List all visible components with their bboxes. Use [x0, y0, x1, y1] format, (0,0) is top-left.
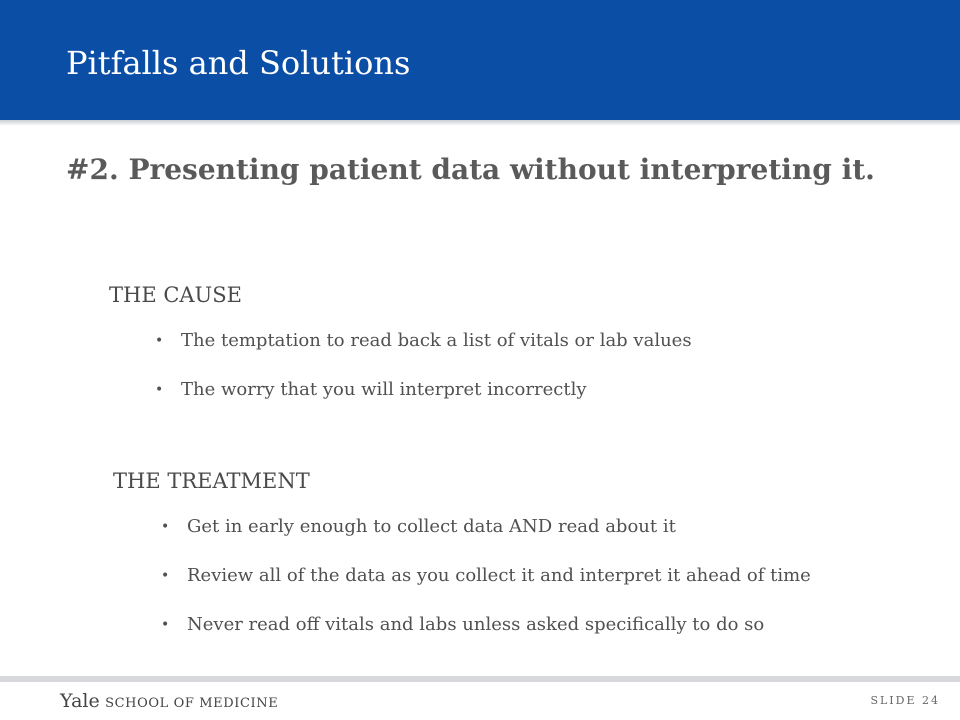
- cause-item: [155, 379, 692, 428]
- cause-item-text: The worry that you will interpret incorrectly: [181, 379, 587, 400]
- cause-item: [155, 330, 692, 379]
- treatment-item-text: Get in early enough to collect data AND read about it: [187, 516, 676, 537]
- bullet-icon: •: [161, 568, 170, 584]
- slide-title: Pitfalls and Solutions: [66, 44, 411, 82]
- bullet-icon: •: [155, 382, 164, 398]
- title-bar-shadow: [0, 120, 960, 126]
- main-heading: #2. Presenting patient data without interpreting it.: [66, 153, 875, 186]
- slide-number: SLIDE 24: [870, 694, 940, 707]
- school-name: SCHOOL OF MEDICINE: [105, 696, 279, 711]
- cause-label: THE CAUSE: [109, 283, 242, 307]
- treatment-list: [161, 516, 811, 663]
- treatment-item: [161, 516, 811, 565]
- treatment-label: THE TREATMENT: [113, 469, 310, 493]
- treatment-item-text: Review all of the data as you collect it and interpret it ahead of time: [187, 565, 811, 586]
- cause-list: [155, 330, 692, 428]
- treatment-item: [161, 565, 811, 614]
- footer-rule: [0, 676, 960, 682]
- bullet-icon: •: [155, 333, 164, 349]
- bullet-icon: •: [161, 617, 170, 633]
- bullet-icon: •: [161, 519, 170, 535]
- treatment-item: [161, 614, 811, 663]
- title-bar: [0, 0, 960, 120]
- cause-item-text: The temptation to read back a list of vitals or lab values: [181, 330, 692, 351]
- yale-logo: [60, 690, 278, 712]
- yale-brand: Yale: [60, 690, 100, 712]
- treatment-item-text: Never read off vitals and labs unless asked specifically to do so: [187, 614, 765, 635]
